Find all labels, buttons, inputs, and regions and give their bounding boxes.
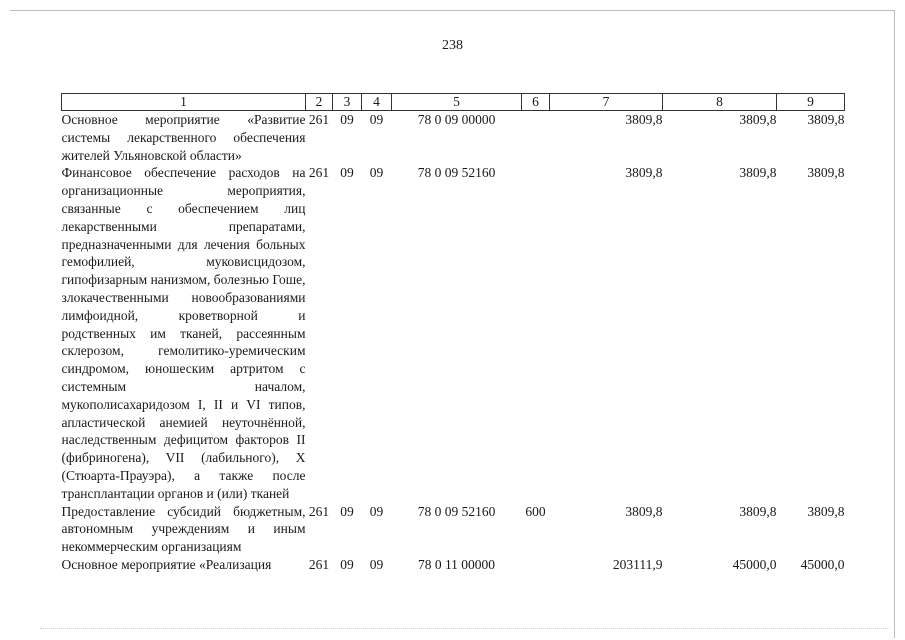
row-col-7: 3809,8 [625, 165, 663, 181]
row-col-5: 78 0 09 00000 [417, 112, 496, 127]
header-cell-2: 2 [306, 94, 333, 111]
header-cell-8: 8 [663, 94, 777, 111]
row-col-9: 3809,8 [807, 165, 845, 181]
row-col-4: 09 [369, 503, 384, 519]
row-col-2: 261 [308, 556, 330, 572]
row-name: Предоставление субсидий бюджетным, автономным учреждениям и иным некоммерческим организациям [61, 503, 306, 555]
header-cell-1: 1 [62, 94, 306, 111]
row-col-3: 09 [340, 112, 354, 127]
header-cell-9: 9 [777, 94, 845, 111]
row-col-8: 45000,0 [732, 556, 777, 572]
row-col-9: 3809,8 [807, 503, 845, 519]
scan-edge [40, 628, 890, 631]
header-cell-3: 3 [333, 94, 362, 111]
row-col-2: 261 [308, 165, 330, 181]
row-col-7: 3809,8 [625, 112, 663, 127]
row-col-3: 09 [340, 556, 354, 572]
row-col-5: 78 0 09 52160 [417, 165, 496, 181]
row-col-4: 09 [369, 556, 384, 572]
row-col-4: 09 [369, 165, 384, 181]
header-cell-7: 7 [550, 94, 663, 111]
row-col-8: 3809,8 [739, 165, 777, 181]
table-header-row [62, 94, 845, 111]
table-row [62, 111, 845, 165]
page-number: 238 [442, 38, 463, 53]
row-col-7: 3809,8 [625, 503, 663, 519]
table-row [62, 556, 845, 574]
row-col-9: 3809,8 [807, 112, 845, 127]
row-col-2: 261 [308, 503, 330, 519]
row-name: Основное мероприятие «Развитие системы лекарственного обеспечения жителей Ульяновской области» [61, 112, 306, 163]
row-col-8: 3809,8 [739, 112, 777, 127]
table-row [62, 503, 845, 556]
row-col-3: 09 [340, 165, 354, 181]
row-col-5: 78 0 09 52160 [417, 503, 496, 519]
row-name: Основное мероприятие «Реализация [61, 556, 272, 572]
header-cell-4: 4 [362, 94, 392, 111]
row-col-6 [522, 556, 550, 574]
table-row [62, 164, 845, 502]
row-col-6: 600 [525, 503, 546, 519]
row-col-2: 261 [308, 112, 330, 127]
budget-table [61, 93, 845, 574]
row-col-6 [522, 164, 550, 502]
row-col-3: 09 [340, 503, 354, 519]
row-col-5: 78 0 11 00000 [417, 556, 496, 572]
row-col-8: 3809,8 [739, 503, 777, 519]
header-cell-5: 5 [392, 94, 522, 111]
row-col-4: 09 [369, 112, 384, 127]
row-name: Финансовое обеспечение расходов на организационные мероприятия, связанные с обеспечением лиц лекарственными препаратами, предназначенными для лечения больных гемофилией, муковисцидозом, гипофизарным нанизмом, болезнью Гоше, злокачественными новообразованиями лимфоидной, кроветворной и родственных им тканей, рассеянным склерозом, гемолитико-уремическим синдромом, юношеским артритом с системным началом, мукополисахаридозом I, II и VI типов, апластической анемией неуточнённой, наследственным дефицитом факторов II (фибриногена), VII (лабильного), X (Стюарта-Прауэра), а также после трансплантации органов и (или) тканей [61, 165, 306, 501]
row-col-6 [522, 111, 550, 165]
row-col-9: 45000,0 [800, 556, 845, 572]
row-col-7: 203111,9 [612, 556, 663, 572]
header-cell-6: 6 [522, 94, 550, 111]
